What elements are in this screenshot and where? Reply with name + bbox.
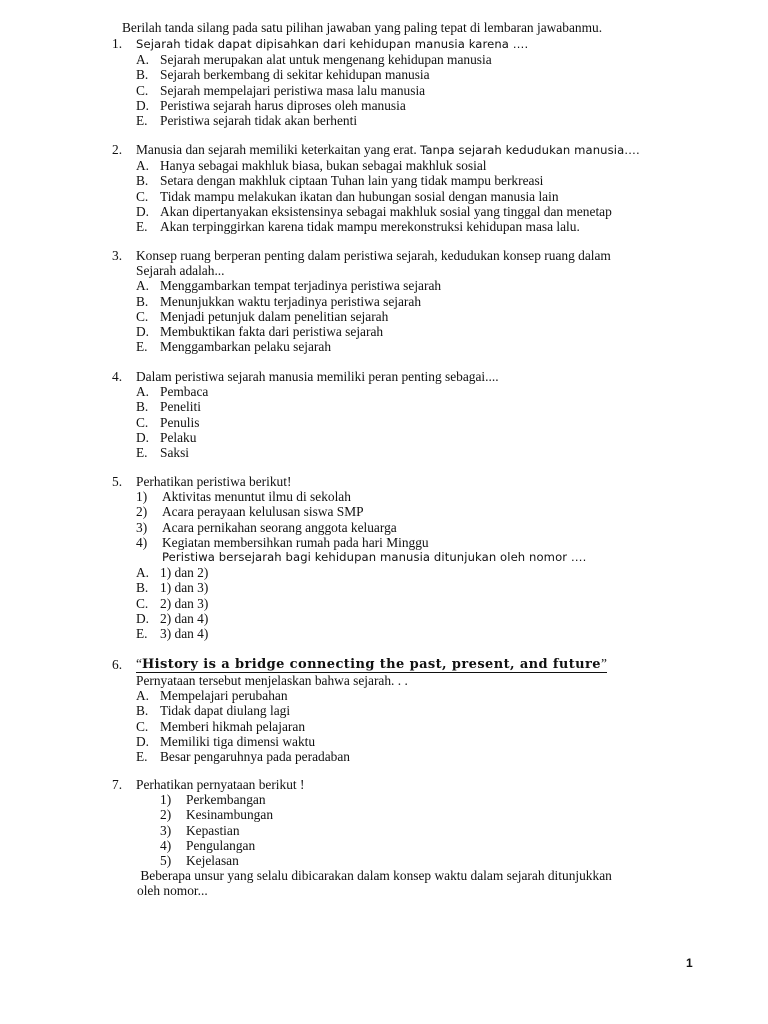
quote-open-mark: “ (136, 656, 142, 671)
option-text: Memberi hikmah pelajaran (160, 718, 306, 734)
options-list (112, 565, 712, 641)
question-2 (112, 142, 712, 234)
option-label: E. (136, 113, 148, 129)
statement-text: Perkembangan (186, 792, 266, 808)
option-b[interactable] (136, 67, 712, 82)
option-a[interactable] (136, 158, 712, 173)
option-label: C. (136, 308, 149, 324)
option-label: A. (136, 278, 150, 294)
option-e[interactable] (136, 113, 712, 128)
question-number: 7. (112, 777, 123, 792)
option-label: D. (136, 324, 150, 340)
option-d[interactable] (136, 98, 712, 113)
option-a[interactable] (136, 278, 712, 293)
statement-item (160, 838, 712, 853)
question-1 (112, 36, 712, 128)
statement-label: 3) (136, 519, 148, 535)
option-label: A. (136, 384, 150, 400)
option-label: B. (136, 67, 149, 83)
statement-text: Acara pernikahan seorang anggota keluarga (162, 519, 397, 535)
option-c[interactable] (136, 83, 712, 98)
statement-item (160, 823, 712, 838)
statement-label: 5) (160, 853, 172, 869)
option-text: 1) dan 3) (160, 580, 209, 596)
statement-item (160, 792, 712, 807)
question-text: Konsep ruang berperan penting dalam peristiwa sejarah, kedudukan konsep ruang dalam (136, 248, 611, 263)
option-label: B. (136, 703, 149, 719)
statement-text: Kepastian (186, 822, 240, 838)
option-label: D. (136, 610, 150, 626)
option-text: Pembaca (160, 384, 209, 400)
option-text: Peristiwa sejarah harus diproses oleh manusia (160, 97, 406, 113)
option-b[interactable] (136, 703, 712, 718)
option-text: Menunjukkan waktu terjadinya peristiwa sejarah (160, 293, 422, 309)
options-list (112, 278, 712, 354)
option-text: 3) dan 4) (160, 626, 209, 642)
option-label: D. (136, 733, 150, 749)
question-number: 6. (112, 657, 123, 672)
option-text: Pelaku (160, 429, 197, 445)
option-d[interactable] (136, 734, 712, 749)
option-c[interactable] (136, 719, 712, 734)
option-text: Sejarah merupakan alat untuk mengenang kehidupan manusia (160, 52, 492, 68)
option-d[interactable] (136, 324, 712, 339)
option-c[interactable] (136, 596, 712, 611)
statement-label: 2) (136, 504, 148, 520)
option-text: Tidak dapat diulang lagi (160, 703, 291, 719)
question-text (136, 142, 640, 158)
option-label: E. (136, 626, 148, 642)
option-d[interactable] (136, 430, 712, 445)
statement-label: 4) (160, 837, 172, 853)
option-text: Tidak mampu melakukan ikatan dan hubungan sosial dengan manusia lain (160, 188, 559, 204)
option-label: B. (136, 580, 149, 596)
option-label: C. (136, 82, 149, 98)
question-number: 5. (112, 474, 123, 489)
option-b[interactable] (136, 399, 712, 414)
option-text: 2) dan 3) (160, 595, 209, 611)
option-text: Menjadi petunjuk dalam penelitian sejarah (160, 308, 389, 324)
option-text: Peristiwa sejarah tidak akan berhenti (160, 113, 358, 129)
statement-text: Kesinambungan (186, 807, 274, 823)
option-text: Setara dengan makhluk ciptaan Tuhan lain yang tidak mampu berkreasi (160, 173, 544, 189)
statement-text: Aktivitas menuntut ilmu di sekolah (162, 489, 351, 505)
question-prompt-continued: oleh nomor... (137, 883, 208, 899)
option-e[interactable] (136, 749, 712, 764)
option-text: Akan dipertanyakan eksistensinya sebagai makhluk sosial yang tinggal dan menetap (160, 203, 612, 219)
question-text-part-b: Tanpa sejarah kedudukan manusia…. (420, 143, 640, 157)
option-text: Saksi (160, 445, 190, 461)
option-b[interactable] (136, 294, 712, 309)
option-a[interactable] (136, 52, 712, 67)
statement-label: 2) (160, 807, 172, 823)
option-text: Besar pengaruhnya pada peradaban (160, 749, 350, 765)
question-3 (112, 248, 712, 354)
question-text: Dalam peristiwa sejarah manusia memiliki peran penting sebagai.... (136, 369, 499, 384)
question-number: 3. (112, 248, 123, 263)
option-text: Membuktikan fakta dari peristiwa sejarah (160, 324, 384, 340)
question-text-body: Sejarah tidak dapat dipisahkan dari kehidupan manusia karena …. (136, 37, 529, 51)
question-5 (112, 474, 712, 641)
question-text: Perhatikan peristiwa berikut! (136, 474, 292, 489)
option-label: B. (136, 173, 149, 189)
statement-text: Pengulangan (186, 837, 256, 853)
option-label: B. (136, 293, 149, 309)
statement-item (136, 504, 712, 519)
options-list (112, 52, 712, 128)
option-label: D. (136, 203, 150, 219)
option-c[interactable] (136, 415, 712, 430)
option-label: E. (136, 219, 148, 235)
statement-label: 4) (136, 534, 148, 550)
option-text: Sejarah mempelajari peristiwa masa lalu manusia (160, 82, 426, 98)
quote (136, 657, 607, 673)
option-a[interactable] (136, 384, 712, 399)
page-number: 1 (686, 956, 693, 970)
options-list (112, 384, 712, 460)
statement-label: 3) (160, 822, 172, 838)
option-text: Menggambarkan pelaku sejarah (160, 339, 332, 355)
statement-list (112, 489, 712, 550)
question-6 (112, 657, 712, 764)
option-text: Hanya sebagai makhluk biasa, bukan sebagai makhluk sosial (160, 158, 487, 174)
option-label: C. (136, 188, 149, 204)
option-label: A. (136, 688, 150, 704)
option-c[interactable] (136, 189, 712, 204)
option-text: Peneliti (160, 399, 201, 415)
question-text: Perhatikan pernyataan berikut ! (136, 777, 305, 792)
statement-item (160, 853, 712, 868)
option-text: Menggambarkan tempat terjadinya peristiwa sejarah (160, 278, 442, 294)
option-c[interactable] (136, 309, 712, 324)
question-7 (112, 777, 712, 899)
option-label: E. (136, 749, 148, 765)
question-prompt: Peristiwa bersejarah bagi kehidupan manusia ditunjukan oleh nomor …. (162, 550, 587, 565)
question-number: 4. (112, 369, 123, 384)
statement-text: Kejelasan (186, 853, 239, 869)
statement-item (136, 489, 712, 504)
option-label: C. (136, 595, 149, 611)
option-label: D. (136, 97, 150, 113)
option-label: B. (136, 399, 149, 415)
quote-text: History is a bridge connecting the past, present, and future (141, 657, 601, 672)
option-label: E. (136, 445, 148, 461)
instruction-text: Berilah tanda silang pada satu pilihan jawaban yang paling tepat di lembaran jawabanmu. (122, 20, 603, 35)
statement-item (136, 520, 712, 535)
option-d[interactable] (136, 611, 712, 626)
option-label: D. (136, 429, 150, 445)
option-text: 1) dan 2) (160, 565, 209, 581)
quote-close-mark: ” (600, 656, 607, 671)
question-text (136, 36, 528, 52)
option-label: A. (136, 565, 150, 581)
option-text: Penulis (160, 414, 200, 430)
option-a[interactable] (136, 565, 712, 580)
option-text: Akan terpinggirkan karena tidak mampu merekonstruksi kehidupan masa lalu. (160, 219, 580, 235)
option-label: E. (136, 339, 148, 355)
option-text: 2) dan 4) (160, 610, 209, 626)
statement-item (160, 807, 712, 822)
question-4 (112, 369, 712, 460)
question-text-part-a: Manusia dan sejarah memiliki keterkaitan yang erat. (136, 142, 421, 157)
option-label: A. (136, 158, 150, 174)
question-prompt: Beberapa unsur yang selalu dibicarakan dalam konsep waktu dalam sejarah ditunjukkan (137, 868, 612, 884)
statement-text: Acara perayaan kelulusan siswa SMP (162, 504, 364, 520)
statement-item (136, 535, 712, 550)
option-b[interactable] (136, 173, 712, 188)
question-text-continued: Sejarah adalah... (136, 263, 225, 279)
option-b[interactable] (136, 580, 712, 595)
question-number: 2. (112, 142, 123, 157)
option-e[interactable] (136, 626, 712, 641)
option-label: A. (136, 52, 150, 68)
statement-text: Kegiatan membersihkan rumah pada hari Minggu (162, 534, 429, 550)
option-a[interactable] (136, 688, 712, 703)
option-label: C. (136, 414, 149, 430)
question-text: Pernyataan tersebut menjelaskan bahwa sejarah. . . (136, 673, 408, 688)
statement-label: 1) (136, 489, 148, 505)
option-label: C. (136, 718, 149, 734)
statement-list (112, 792, 712, 868)
options-list (112, 158, 712, 234)
option-d[interactable] (136, 204, 712, 219)
option-e[interactable] (136, 219, 712, 234)
question-number: 1. (112, 36, 123, 51)
option-text: Memiliki tiga dimensi waktu (160, 733, 316, 749)
option-text: Sejarah berkembang di sekitar kehidupan manusia (160, 67, 430, 83)
options-list (112, 688, 712, 764)
option-e[interactable] (136, 339, 712, 354)
option-e[interactable] (136, 445, 712, 460)
option-text: Mempelajari perubahan (160, 688, 288, 704)
statement-label: 1) (160, 792, 172, 808)
